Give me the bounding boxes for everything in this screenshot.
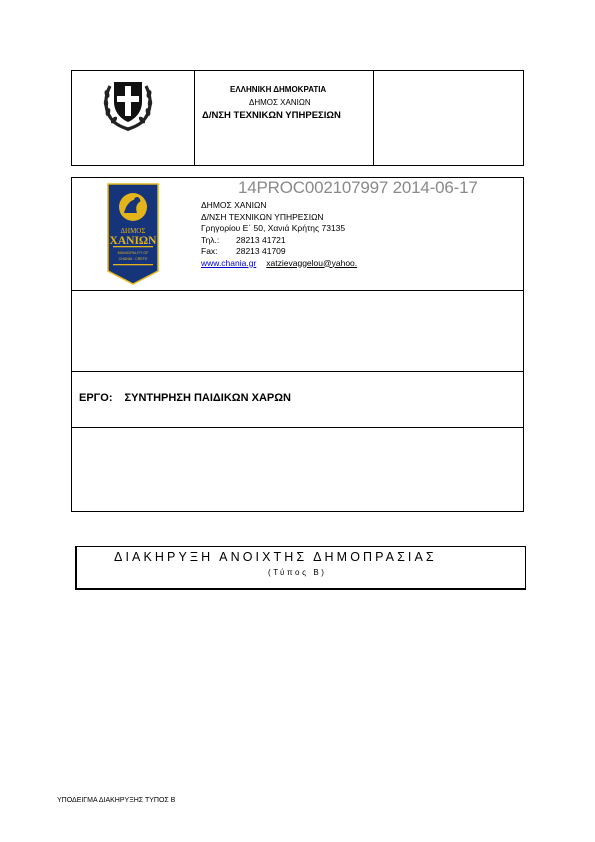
phone-label: Τηλ.: [201,234,220,245]
announcement-shadow-left [75,546,77,590]
blank-cell-upper [71,290,524,372]
announcement-title: ΔΙΑΚΗΡΥΞΗ ΑΝΟΙΧΤΗΣ ΔΗΜΟΠΡΑΣΙΑΣ [114,550,437,564]
header-republic: ΕΛΛΗΝΙΚΗ ΔΗΜΟΚΡΑΤΙΑ [230,85,327,94]
contact-details [201,200,357,269]
contact-address: Γρηγορίου Ε΄ 50, Χανιά Κρήτης 73135 [201,223,346,233]
municipality-logo-icon [107,183,159,285]
logo-motto-1: MUNICIPALITY OF [117,251,149,255]
project-title: ΣΥΝΤΗΡΗΣΗ ΠΑΙΔΙΚΩΝ ΧΑΡΩΝ [124,392,291,404]
logo-name: ΧΑΝΙΩΝ [109,235,157,247]
header-divider-right [373,70,374,166]
contact-web-row [201,258,357,270]
logo-motto-2: CHANIA · CRETE [118,257,148,261]
header-department: Δ/ΝΣΗ ΤΕΧΝΙΚΩΝ ΥΠΗΡΕΣΙΩΝ [202,110,341,121]
header-municipality: ΔΗΜΟΣ ΧΑΝΙΩΝ [249,98,311,107]
fax-label: Fax: [201,246,218,256]
phone-number: 28213 41721 [236,234,286,245]
announcement-subtitle: (Τύπος Β) [268,568,327,577]
project-line [79,392,291,404]
project-label: ΕΡΓΟ: [79,392,113,404]
announcement-shadow-bottom [75,588,526,590]
contact-department: Δ/ΝΣΗ ΤΕΧΝΙΚΩΝ ΥΠΗΡΕΣΙΩΝ [201,211,324,222]
fax-number: 28213 41709 [236,246,286,256]
logo-top-text: ΔΗΜΟΣ [120,227,146,235]
document-id: 14PROC002107997 2014-06-17 [238,178,478,197]
coat-of-arms-icon [100,72,156,132]
website-link[interactable]: www.chania.gr [201,257,257,268]
email-link[interactable]: xatzievaggelou@yahoo. [266,257,358,268]
blank-cell-lower [71,427,524,512]
contact-phone-row [201,235,357,247]
footer-note: ΥΠΟΔΕΙΓΜΑ ΔΙΑΚΗΡΥΞΗΣ ΤΥΠΟΣ Β [57,797,176,804]
contact-municipality: ΔΗΜΟΣ ΧΑΝΙΩΝ [201,200,267,210]
contact-fax-row [201,246,357,258]
header-divider-left [194,70,195,166]
